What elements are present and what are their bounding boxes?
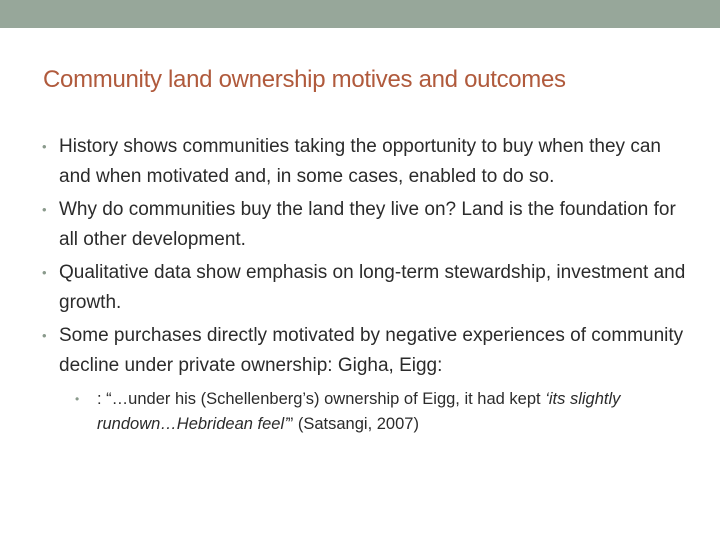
bullet-text: Some purchases directly motivated by negative experiences of community decline under private ownership: Gigha, Eigg: [59,325,684,376]
bullet-marker-icon: • [42,202,47,217]
bullet-text: Qualitative data show emphasis on long-term stewardship, investment and growth. [59,262,686,313]
bullet-item [42,321,692,437]
quote-citation: ” (Satsangi, 2007) [287,415,419,433]
sub-bullet-item [75,387,692,437]
sub-bullet-list [59,387,692,437]
quote-italic: ‘its slightly rundown…Hebridean feel’ [97,390,621,433]
bullet-item [42,195,692,255]
bullet-marker-icon: • [42,139,47,154]
bullet-marker-icon: • [42,265,47,280]
sub-bullet-marker-icon: • [75,392,80,406]
top-accent-bar [0,0,720,28]
bullet-marker-icon: • [42,328,47,343]
bullet-text: Why do communities buy the land they live on? Land is the foundation for all other development. [59,199,676,250]
bullet-list [42,132,692,440]
bullet-item [42,258,692,318]
bullet-item [42,132,692,192]
quote-prefix: : “…under his (Schellenberg’s) ownership of Eigg, it had kept [97,390,546,408]
slide-title: Community land ownership motives and outcomes [43,66,566,93]
bullet-text: History shows communities taking the opportunity to buy when they can and when motivated and, in some cases, enabled to do so. [59,136,661,187]
